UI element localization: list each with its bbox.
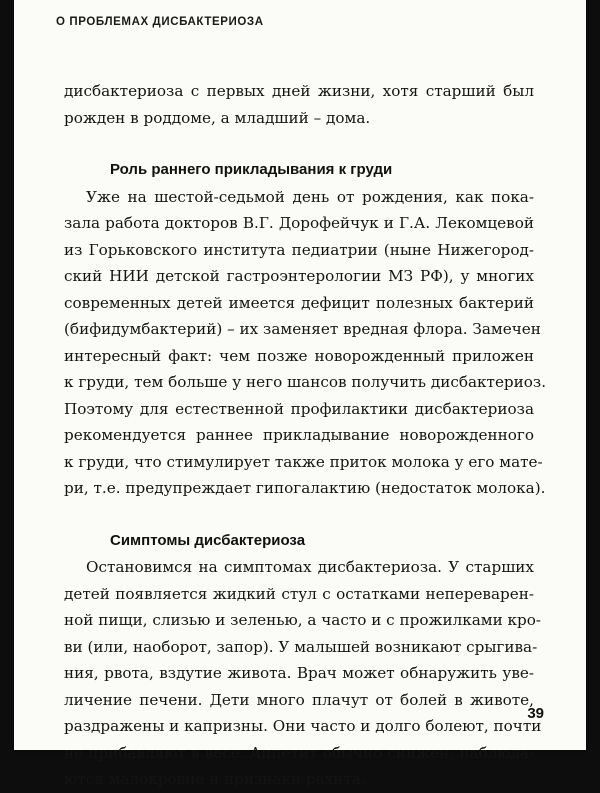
text-line: Поэтому для естественной профилактики дисбактериоза [64, 399, 534, 418]
text-line: зала работа докторов В.Г. Дорофейчук и Г.А. Лекомцевой [64, 214, 534, 232]
text-line: личение печени. Дети много плачут от болей в животе, [64, 690, 534, 709]
text-line: раздражены и капризны. Они часто и долго болеют, почти [64, 717, 542, 735]
text-line: ной пищи, слизью и зеленью, а часто и с прожилками кро- [64, 611, 542, 629]
section-heading-symptoms: Симптомы дисбактериоза [110, 531, 306, 549]
book-page [14, 0, 586, 788]
text-line: современных детей имеется дефицит полезных бактерий [64, 293, 534, 312]
text-line: не прибавляют в весе. Аппетит обычно снижен, наблюда- [64, 743, 534, 762]
text-line: рожден в роддоме, а младший – дома. [64, 108, 371, 127]
section-paragraph-breastfeeding [64, 184, 547, 502]
running-head: О ПРОБЛЕМАХ ДИСБАКТЕРИОЗА [56, 16, 264, 28]
section-heading-breastfeeding: Роль раннего прикладывания к груди [110, 161, 393, 178]
text-line: дисбактериоза с первых дней жизни, хотя старший был [64, 82, 534, 100]
text-line: к груди, что стимулирует также приток молока у его мате- [64, 452, 543, 471]
text-line: ри, т.е. предупреждает гипогалактию (недостаток молока). [64, 479, 546, 497]
text-line: ются малокровие и признаки рахита. [64, 770, 366, 788]
text-line: ви (или, наоборот, запор). У малышей возникают срыгива- [64, 637, 538, 656]
text-line: интересный факт: чем позже новорожденный приложен [64, 346, 534, 365]
text-line: Уже на шестой-седьмой день от рождения, как пока- [86, 187, 534, 206]
page-number: 39 [527, 705, 544, 722]
text-line: Остановимся на симптомах дисбактериоза. У старших [86, 558, 534, 576]
text-line: к груди, тем больше у него шансов получить дисбактериоз. [64, 373, 547, 391]
text-line: ский НИИ детской гастроэнтерологии МЗ РФ), у многих [64, 267, 534, 285]
text-line: ния, рвота, вздутие живота. Врач может обнаружить уве- [64, 664, 534, 682]
text-line: (бифидумбактерий) – их заменяет вредная флора. Замечен [64, 320, 541, 338]
text-line: из Горьковского института педиатрии (ныне Нижегород- [64, 240, 534, 259]
text-line: детей появляется жидкий стул с остатками непереварен- [64, 584, 534, 603]
text-line: рекомендуется раннее прикладывание новорожденного [64, 426, 534, 444]
intro-paragraph [64, 78, 534, 131]
